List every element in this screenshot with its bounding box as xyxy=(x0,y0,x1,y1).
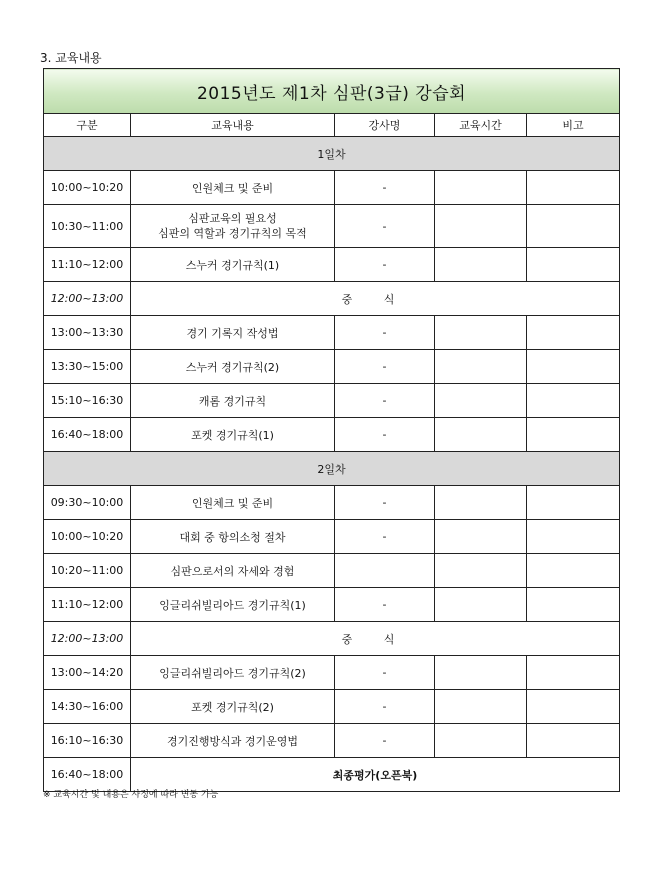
row-instructor: - xyxy=(335,205,435,248)
row-time: 10:30~11:00 xyxy=(44,205,131,248)
table-row xyxy=(44,554,620,588)
row-instructor: - xyxy=(335,520,435,554)
row-duration xyxy=(435,248,527,282)
row-time: 11:10~12:00 xyxy=(44,588,131,622)
row-content: 대회 중 항의소청 절차 xyxy=(131,520,335,554)
training-schedule-table xyxy=(43,68,620,792)
row-duration xyxy=(435,656,527,690)
row-note xyxy=(527,690,620,724)
table-title: 2015년도 제1차 심판(3급) 강습회 xyxy=(44,69,620,114)
day-1-row xyxy=(44,137,620,171)
row-note xyxy=(527,316,620,350)
row-duration xyxy=(435,486,527,520)
row-note xyxy=(527,205,620,248)
row-instructor: - xyxy=(335,384,435,418)
row-duration xyxy=(435,171,527,205)
lunch-time: 12:00~13:00 xyxy=(44,282,131,316)
lunch-row xyxy=(44,622,620,656)
header-note: 비고 xyxy=(527,114,620,137)
row-instructor: - xyxy=(335,248,435,282)
row-note xyxy=(527,656,620,690)
table-row xyxy=(44,248,620,282)
row-duration xyxy=(435,350,527,384)
row-note xyxy=(527,520,620,554)
footnote: ※ 교육시간 및 내용은 사정에 따라 변동 가능 xyxy=(43,790,219,800)
row-time: 16:10~16:30 xyxy=(44,724,131,758)
final-evaluation-row xyxy=(44,758,620,792)
row-note xyxy=(527,588,620,622)
row-content: 경기 기록지 작성법 xyxy=(131,316,335,350)
header-duration: 교육시간 xyxy=(435,114,527,137)
row-note xyxy=(527,248,620,282)
row-content: 인원체크 및 준비 xyxy=(131,486,335,520)
header-instructor: 강사명 xyxy=(335,114,435,137)
row-instructor xyxy=(335,554,435,588)
table-row xyxy=(44,656,620,690)
row-content: 스누커 경기규칙(1) xyxy=(131,248,335,282)
row-instructor: - xyxy=(335,656,435,690)
row-instructor: - xyxy=(335,316,435,350)
row-note xyxy=(527,418,620,452)
row-instructor: - xyxy=(335,171,435,205)
table-row xyxy=(44,205,620,248)
table-row xyxy=(44,350,620,384)
row-note xyxy=(527,384,620,418)
header-time: 구분 xyxy=(44,114,131,137)
table-row xyxy=(44,384,620,418)
row-duration xyxy=(435,418,527,452)
header-content: 교육내용 xyxy=(131,114,335,137)
row-time: 09:30~10:00 xyxy=(44,486,131,520)
row-time: 13:30~15:00 xyxy=(44,350,131,384)
table-row xyxy=(44,588,620,622)
table-row xyxy=(44,486,620,520)
row-duration xyxy=(435,690,527,724)
row-content: 경기진행방식과 경기운영법 xyxy=(131,724,335,758)
final-evaluation-label: 최종평가(오픈북) xyxy=(131,758,620,792)
row-instructor: - xyxy=(335,486,435,520)
lunch-time: 12:00~13:00 xyxy=(44,622,131,656)
row-note xyxy=(527,486,620,520)
row-duration xyxy=(435,554,527,588)
row-content: 스누커 경기규칙(2) xyxy=(131,350,335,384)
row-note xyxy=(527,724,620,758)
row-time: 16:40~18:00 xyxy=(44,418,131,452)
row-duration xyxy=(435,724,527,758)
row-instructor: - xyxy=(335,588,435,622)
row-time: 11:10~12:00 xyxy=(44,248,131,282)
row-note xyxy=(527,171,620,205)
row-instructor: - xyxy=(335,724,435,758)
row-duration xyxy=(435,384,527,418)
row-time: 10:00~10:20 xyxy=(44,520,131,554)
row-content: 캐롬 경기규칙 xyxy=(131,384,335,418)
row-content-line-1: 심판교육의 필요성 xyxy=(188,212,277,225)
table-row xyxy=(44,690,620,724)
row-content: 포켓 경기규칙(2) xyxy=(131,690,335,724)
row-duration xyxy=(435,588,527,622)
lunch-label: 중 식 xyxy=(131,282,620,316)
row-time: 14:30~16:00 xyxy=(44,690,131,724)
table-row xyxy=(44,520,620,554)
row-content-line-2: 심판의 역할과 경기규칙의 목적 xyxy=(158,227,307,240)
row-duration xyxy=(435,520,527,554)
title-row xyxy=(44,69,620,114)
row-time: 10:00~10:20 xyxy=(44,171,131,205)
row-content: 잉글리쉬빌리아드 경기규칙(2) xyxy=(131,656,335,690)
row-content: 잉글리쉬빌리아드 경기규칙(1) xyxy=(131,588,335,622)
row-content xyxy=(131,205,335,248)
row-note xyxy=(527,350,620,384)
row-instructor: - xyxy=(335,690,435,724)
lunch-label: 중 식 xyxy=(131,622,620,656)
row-note xyxy=(527,554,620,588)
row-content: 인원체크 및 준비 xyxy=(131,171,335,205)
table-row xyxy=(44,316,620,350)
table-row xyxy=(44,171,620,205)
section-heading: 3. 교육내용 xyxy=(40,51,102,65)
row-time: 13:00~14:20 xyxy=(44,656,131,690)
row-time: 15:10~16:30 xyxy=(44,384,131,418)
row-time: 10:20~11:00 xyxy=(44,554,131,588)
row-instructor: - xyxy=(335,418,435,452)
table-row xyxy=(44,418,620,452)
lunch-row xyxy=(44,282,620,316)
row-content: 포켓 경기규칙(1) xyxy=(131,418,335,452)
row-time: 13:00~13:30 xyxy=(44,316,131,350)
row-content: 심판으로서의 자세와 경험 xyxy=(131,554,335,588)
row-duration xyxy=(435,316,527,350)
day-2-row xyxy=(44,452,620,486)
row-instructor: - xyxy=(335,350,435,384)
final-time: 16:40~18:00 xyxy=(44,758,131,792)
day-1-label: 1일차 xyxy=(44,137,620,171)
row-duration xyxy=(435,205,527,248)
header-row xyxy=(44,114,620,137)
day-2-label: 2일차 xyxy=(44,452,620,486)
table-row xyxy=(44,724,620,758)
